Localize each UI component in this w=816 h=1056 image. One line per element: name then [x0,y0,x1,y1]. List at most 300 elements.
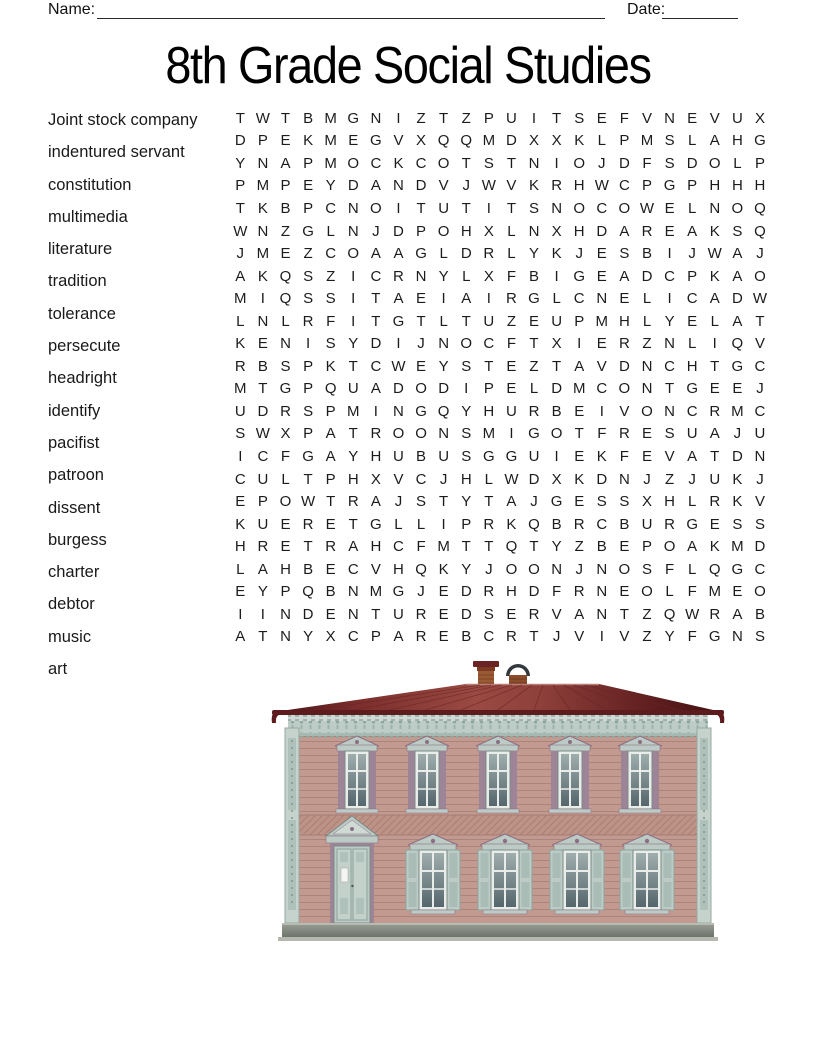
grid-letter: I [599,402,604,420]
grid-letter: E [506,380,517,398]
grid-letter: E [416,290,427,308]
grid-letter: E [235,583,246,601]
grid-letter: B [529,267,540,285]
grid-letter: Q [302,583,314,601]
grid-letter: H [460,222,472,240]
grid-letter: E [574,493,585,511]
grid-letter: T [416,199,426,217]
grid-letter: X [416,132,427,150]
grid-letter: K [506,515,517,533]
grid-letter: J [530,493,538,511]
grid-letter: H [686,357,698,375]
grid-letter: R [393,267,404,285]
grid-letter: T [348,357,358,375]
grid-letter: Q [731,335,744,353]
grid-letter: Z [461,109,471,127]
grid-letter: N [709,199,721,217]
grid-letter: A [348,538,359,556]
grid-letter: G [482,447,495,465]
grid-letter: H [370,447,382,465]
name-fill-in-line [97,1,605,19]
word-list-item: headright [48,369,117,388]
grid-letter: A [325,447,336,465]
grid-letter: U [754,425,766,443]
grid-letter: L [507,222,516,240]
word-list-item: art [48,660,68,679]
grid-letter: C [483,628,495,646]
grid-letter: K [709,222,720,240]
grid-letter: R [415,628,427,646]
grid-letter: P [416,222,427,240]
grid-letter: T [461,538,471,556]
grid-letter: M [708,583,722,601]
grid-letter: E [348,132,359,150]
grid-letter: T [484,493,494,511]
grid-letter: J [733,425,742,443]
grid-letter: I [667,245,672,263]
grid-letter: E [664,222,675,240]
grid-letter: H [754,177,766,195]
grid-letter: H [573,177,585,195]
grid-letter: T [303,538,313,556]
grid-letter: Y [325,177,336,195]
grid-letter: J [756,380,764,398]
grid-letter: G [302,222,314,240]
grid-letter: O [415,425,427,443]
grid-letter: I [554,154,559,172]
word-list-item: tolerance [48,304,116,323]
grid-letter: R [528,605,540,623]
grid-letter: C [370,267,382,285]
grid-letter: N [641,380,653,398]
grid-letter: F [664,560,675,578]
grid-letter: J [485,560,493,578]
grid-letter: I [441,515,446,533]
word-list-item: persecute [48,337,121,356]
grid-letter: G [370,132,382,150]
grid-letter: G [573,267,586,285]
grid-letter: B [303,560,314,578]
grid-letter: O [618,380,631,398]
grid-letter: E [506,605,517,623]
grid-letter: U [257,470,269,488]
grid-letter: A [370,380,381,398]
grid-letter: E [596,335,607,353]
grid-letter: E [506,357,517,375]
grid-letter: N [347,605,359,623]
grid-letter: T [461,199,471,217]
grid-letter: C [370,357,382,375]
grid-letter: S [596,493,607,511]
grid-letter: P [325,402,336,420]
word-list-item: pacifist [48,433,100,452]
grid-letter: F [687,583,697,601]
grid-letter: F [552,583,562,601]
grid-letter: L [642,290,652,308]
grid-letter: U [393,605,404,623]
grid-letter: B [551,515,562,533]
grid-letter: X [370,470,381,488]
grid-letter: V [596,357,607,375]
grid-letter: M [256,177,270,195]
grid-letter: T [506,154,516,172]
grid-letter: T [710,447,720,465]
grid-letter: M [437,538,450,556]
grid-letter: T [619,605,629,623]
grid-letter: M [595,312,609,330]
grid-letter: R [528,402,540,420]
grid-letter: C [415,470,427,488]
grid-letter: O [392,425,405,443]
grid-letter: A [619,267,630,285]
grid-letter: C [686,290,698,308]
grid-letter: R [325,538,337,556]
grid-letter: R [709,402,721,420]
grid-letter: V [641,109,652,127]
grid-letter: N [596,605,608,623]
grid-letter: X [529,132,540,150]
grid-letter: S [483,154,494,172]
grid-letter: D [506,132,517,150]
grid-letter: D [596,470,608,488]
grid-letter: I [238,605,243,623]
grid-letter: B [551,402,562,420]
grid-letter: J [756,470,764,488]
grid-letter: S [754,628,765,646]
grid-letter: A [506,493,517,511]
grid-letter: Q [279,290,292,308]
grid-letter: E [280,538,291,556]
grid-letter: W [391,357,406,375]
grid-letter: M [324,132,337,150]
grid-letter: C [686,402,698,420]
grid-letter: A [687,447,698,465]
grid-letter: W [685,605,700,623]
grid-letter: S [574,109,585,127]
grid-letter: A [325,425,336,443]
grid-letter: Y [257,583,268,601]
grid-letter: U [483,312,495,330]
grid-letter: T [326,493,336,511]
grid-letter: Q [437,402,450,420]
grid-letter: T [552,357,562,375]
grid-letter: S [303,267,314,285]
grid-letter: N [280,335,291,353]
grid-letter: C [483,335,495,353]
grid-letter: T [529,335,539,353]
grid-letter: R [302,312,314,330]
grid-letter: Q [663,605,676,623]
grid-letter: U [257,515,269,533]
grid-letter: V [370,560,381,578]
grid-letter: H [234,538,246,556]
grid-letter: D [302,605,314,623]
grid-letter: X [325,628,336,646]
grid-letter: I [554,267,559,285]
grid-letter: I [238,447,243,465]
grid-letter: K [257,267,268,285]
grid-letter: F [642,154,652,172]
grid-letter: L [642,312,652,330]
grid-letter: J [417,335,425,353]
grid-letter: M [731,402,744,420]
grid-letter: G [370,515,382,533]
grid-letter: N [370,109,382,127]
grid-letter: R [506,628,517,646]
grid-letter: E [438,605,449,623]
grid-letter: R [415,605,427,623]
grid-letter: J [236,245,245,263]
grid-letter: F [280,447,291,465]
grid-letter: S [483,605,494,623]
grid-letter: V [754,335,765,353]
grid-letter: P [257,132,268,150]
grid-letter: I [554,447,559,465]
grid-letter: R [664,515,675,533]
grid-letter: J [462,177,470,195]
grid-letter: C [664,357,675,375]
grid-letter: L [394,515,403,533]
grid-letter: Q [437,132,450,150]
grid-letter: H [280,560,291,578]
grid-letter: T [258,380,268,398]
grid-letter: R [483,245,495,263]
grid-letter: U [506,109,517,127]
grid-letter: O [550,425,563,443]
grid-letter: A [461,290,472,308]
grid-letter: T [371,312,381,330]
grid-letter: A [709,132,720,150]
grid-letter: L [552,290,561,308]
grid-letter: O [528,560,540,578]
grid-letter: Q [279,267,292,285]
grid-letter: H [347,470,359,488]
grid-letter: B [596,538,607,556]
word-list-item: tradition [48,272,107,291]
grid-letter: E [280,515,291,533]
grid-letter: Q [754,222,766,240]
grid-letter: G [279,380,292,398]
grid-letter: Z [303,245,313,263]
grid-letter: P [461,515,472,533]
grid-letter: Z [642,605,652,623]
grid-letter: N [393,177,404,195]
grid-letter: F [619,109,629,127]
grid-letter: N [596,560,608,578]
grid-letter: K [574,132,585,150]
grid-letter: E [235,493,246,511]
grid-letter: O [618,199,631,217]
grid-letter: S [303,402,314,420]
grid-letter: W [233,222,248,240]
grid-letter: A [393,290,404,308]
word-list-item: identify [48,401,101,420]
grid-letter: B [257,357,268,375]
grid-letter: I [396,109,401,127]
grid-letter: E [709,515,720,533]
grid-letter: T [348,425,358,443]
grid-letter: D [596,222,608,240]
grid-letter: A [687,222,698,240]
grid-letter: C [325,199,337,217]
grid-letter: R [347,493,359,511]
grid-letter: E [687,109,698,127]
grid-letter: H [731,177,743,195]
grid-letter: T [439,109,449,127]
grid-letter: E [641,447,652,465]
grid-letter: R [618,335,630,353]
grid-letter: B [280,199,291,217]
grid-letter: T [755,312,765,330]
grid-letter: I [260,605,265,623]
grid-letter: X [483,267,494,285]
grid-letter: Q [324,380,337,398]
grid-letter: O [573,199,586,217]
grid-letter: A [732,245,743,263]
grid-letter: E [438,583,449,601]
grid-letter: G [550,493,563,511]
grid-letter: Z [280,222,291,240]
grid-letter: V [709,109,720,127]
grid-letter: S [754,515,765,533]
grid-letter: G [505,447,518,465]
grid-letter: C [393,538,404,556]
grid-letter: D [415,177,427,195]
grid-letter: L [439,312,448,330]
grid-letter: F [506,335,516,353]
grid-letter: R [483,515,495,533]
grid-letter: L [665,583,674,601]
grid-letter: N [618,470,630,488]
grid-letter: I [577,335,582,353]
grid-letter: M [731,538,744,556]
grid-letter: O [460,335,473,353]
grid-letter: D [347,177,359,195]
grid-letter: M [640,132,654,150]
grid-letter: N [731,628,743,646]
grid-letter: O [279,493,292,511]
grid-letter: U [686,425,698,443]
grid-letter: G [708,628,721,646]
grid-letter: T [371,605,381,623]
grid-letter: J [372,222,380,240]
grid-letter: A [574,357,585,375]
grid-letter: E [709,380,720,398]
grid-letter: Y [461,402,472,420]
grid-letter: H [370,538,382,556]
word-list-item: debtor [48,595,95,614]
grid-letter: L [462,267,471,285]
grid-letter: V [438,177,449,195]
grid-letter: W [481,177,496,195]
word-list-item: burgess [48,530,107,549]
grid-letter: F [687,628,697,646]
grid-letter: J [643,470,651,488]
grid-letter: S [664,154,675,172]
grid-letter: E [325,515,336,533]
grid-letter: N [664,335,675,353]
grid-letter: S [235,425,246,443]
grid-letter: J [439,470,448,488]
grid-letter: L [733,154,742,172]
grid-letter: U [528,447,540,465]
grid-letter: D [393,222,404,240]
grid-letter: O [505,560,518,578]
grid-letter: V [619,402,630,420]
grid-letter: E [732,583,743,601]
grid-letter: G [302,447,314,465]
grid-letter: X [280,425,291,443]
grid-letter: O [347,245,360,263]
grid-letter: U [393,447,404,465]
grid-letter: Z [642,628,652,646]
grid-letter: L [597,132,606,150]
grid-letter: L [281,470,290,488]
grid-letter: O [754,267,766,285]
word-list-item: Joint stock company [48,111,198,129]
grid-letter: R [234,357,246,375]
grid-letter: K [709,538,720,556]
grid-letter: L [416,515,426,533]
grid-letter: T [280,109,291,127]
word-list-item: charter [48,563,100,582]
grid-letter: M [324,109,337,127]
grid-letter: G [528,425,540,443]
word-list-item: multimedia [48,207,128,226]
grid-letter: L [507,245,516,263]
grid-letter: L [439,245,448,263]
grid-letter: R [506,290,517,308]
grid-letter: S [619,493,630,511]
grid-letter: E [280,132,291,150]
grid-letter: G [392,312,405,330]
grid-letter: E [574,402,585,420]
grid-letter: Q [754,199,766,217]
grid-letter: D [370,335,382,353]
grid-letter: P [574,312,585,330]
grid-letter: H [731,132,743,150]
grid-letter: B [641,245,652,263]
grid-letter: S [325,335,336,353]
grid-letter: R [370,425,382,443]
grid-letter: F [416,538,426,556]
grid-letter: C [754,357,766,375]
grid-letter: U [641,515,653,533]
grid-letter: D [618,154,630,172]
grid-letter: Q [505,538,518,556]
grid-letter: N [551,199,563,217]
grid-letter: N [596,290,608,308]
grid-letter: S [664,425,675,443]
grid-letter: G [754,132,766,150]
grid-letter: X [551,470,562,488]
grid-letter: M [256,245,270,263]
grid-letter: Y [438,357,449,375]
grid-letter: X [551,335,562,353]
grid-letter: M [234,380,247,398]
grid-letter: J [575,245,583,263]
grid-letter: Y [529,245,540,263]
grid-letter: T [664,380,675,398]
grid-letter: J [552,628,561,646]
grid-letter: T [710,357,720,375]
grid-letter: C [596,380,608,398]
grid-letter: P [303,425,314,443]
grid-letter: U [506,402,517,420]
grid-letter: D [528,583,540,601]
grid-letter: G [415,402,427,420]
grid-letter: M [347,402,360,420]
